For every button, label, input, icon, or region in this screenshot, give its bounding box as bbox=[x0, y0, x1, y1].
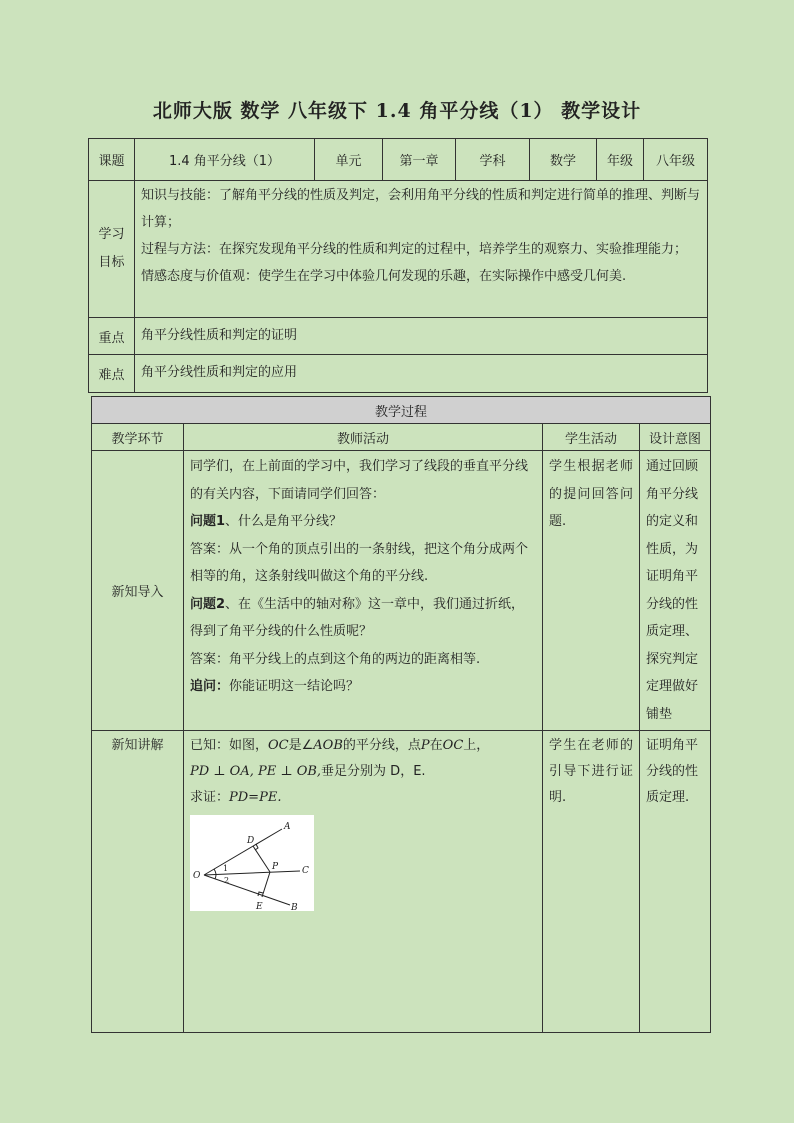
label-d: D bbox=[247, 836, 255, 846]
follow-up bbox=[190, 673, 536, 701]
grade-value: 八年级 bbox=[644, 139, 708, 181]
teacher-activity-explain bbox=[184, 731, 543, 1033]
angle-bisector-figure bbox=[190, 815, 314, 911]
question-1 bbox=[190, 508, 536, 536]
prove-label: 求证： bbox=[190, 790, 230, 805]
label-p: P bbox=[272, 862, 279, 872]
col-stage: 教学环节 bbox=[92, 424, 184, 451]
label-b: B bbox=[291, 903, 298, 911]
given-text: 是∠ bbox=[288, 738, 314, 753]
objective-item: 过程与方法：在探究发现角平分线的性质和判定的过程中，培养学生的观察力、实验推理能力； bbox=[141, 242, 688, 257]
ray-oc bbox=[204, 871, 300, 875]
follow-up-label: 追问： bbox=[190, 679, 230, 694]
var-oc: OC bbox=[442, 738, 464, 753]
segment-pe bbox=[262, 872, 270, 897]
answer-2: 答案：角平分线上的点到这个角的两边的距离相等. bbox=[190, 651, 481, 667]
course-label: 课题 bbox=[89, 139, 135, 181]
process-header: 教学过程 bbox=[92, 397, 711, 424]
given-text: 在 bbox=[429, 738, 443, 753]
question-2 bbox=[190, 591, 536, 646]
ray-ob bbox=[204, 875, 290, 905]
design-intent-intro: 通过回顾角平分线的定义和性质，为证明角平分线的性质定理、探究判定定理做好铺垫 bbox=[640, 451, 711, 731]
question-2-text: 、在《生活中的轴对称》这一章中，我们通过折纸，得到了角平分线的什么性质呢？ bbox=[190, 596, 525, 639]
objective-item: 情感态度与价值观：使学生在学习中体验几何发现的乐趣，在实际操作中感受几何美. bbox=[141, 269, 627, 284]
teaching-process-table bbox=[91, 396, 711, 1033]
objectives-label bbox=[89, 181, 135, 318]
label-angle-1: 1 bbox=[223, 864, 229, 873]
label-o: O bbox=[193, 871, 201, 881]
angle-arc-1 bbox=[214, 869, 216, 874]
angle-arc-2 bbox=[215, 875, 216, 879]
stage-explain: 新知讲解 bbox=[92, 731, 184, 1033]
course-info-table bbox=[88, 138, 708, 393]
unit-value: 第一章 bbox=[383, 139, 456, 181]
question-2-label: 问题2 bbox=[190, 596, 226, 612]
key-label: 重点 bbox=[89, 318, 135, 355]
col-student: 学生活动 bbox=[543, 424, 640, 451]
label-angle-2: 2 bbox=[224, 876, 230, 885]
label-c: C bbox=[302, 866, 309, 876]
page-title: 北师大版 数学 八年级下 1.4 角平分线（1） 教学设计 bbox=[152, 100, 642, 122]
objectives-cell bbox=[135, 181, 708, 318]
given-statement bbox=[190, 733, 536, 759]
follow-up-text: 你能证明这一结论吗？ bbox=[229, 679, 360, 694]
given-text: 上， bbox=[463, 738, 490, 753]
answer-1: 答案：从一个角的顶点引出的一条射线，把这个角分成两个相等的角，这条射线叫做这个角的平分线. bbox=[190, 541, 529, 584]
intro-text: 同学们，在上前面的学习中，我们学习了线段的垂直平分线的有关内容，下面请同学们回答： bbox=[190, 459, 529, 502]
student-activity-explain: 学生在老师的引导下进行证明. bbox=[543, 731, 640, 1033]
stage-intro: 新知导入 bbox=[92, 451, 184, 731]
question-1-text: 、什么是角平分线？ bbox=[225, 514, 343, 529]
prove-statement bbox=[190, 785, 536, 811]
var-p: P bbox=[420, 738, 430, 753]
col-teacher: 教师活动 bbox=[184, 424, 543, 451]
key-value: 角平分线性质和判定的证明 bbox=[135, 318, 708, 355]
student-activity-intro: 学生根据老师的提问回答问题. bbox=[543, 451, 640, 731]
objective-item: 知识与技能：了解角平分线的性质及判定，会利用角平分线的性质和判定进行简单的推理、判断与计算； bbox=[141, 188, 701, 230]
perpendicular-expr: PD ⊥ OA, PE ⊥ OB, bbox=[190, 764, 322, 779]
objectives-label-line1: 学习 bbox=[98, 227, 125, 242]
prove-expr: PD=PE. bbox=[229, 790, 282, 805]
given-text: 的平分线，点 bbox=[342, 738, 421, 753]
var-aob: AOB bbox=[313, 738, 343, 753]
difficulty-label: 难点 bbox=[89, 355, 135, 393]
label-a: A bbox=[284, 822, 291, 832]
var-oc: OC bbox=[268, 738, 289, 753]
label-e: E bbox=[256, 902, 263, 911]
foot-text: 垂足分别为 D，E. bbox=[321, 764, 426, 779]
grade-label: 年级 bbox=[597, 139, 644, 181]
unit-label: 单元 bbox=[315, 139, 383, 181]
teacher-activity-intro bbox=[184, 451, 543, 731]
given-text: 已知：如图， bbox=[190, 738, 269, 753]
question-1-label: 问题1 bbox=[190, 514, 226, 529]
perpendicular-statement bbox=[190, 759, 536, 785]
subject-label: 学科 bbox=[456, 139, 530, 181]
difficulty-value: 角平分线性质和判定的应用 bbox=[135, 355, 708, 393]
subject-value: 数学 bbox=[530, 139, 597, 181]
design-intent-explain: 证明角平分线的性质定理. bbox=[640, 731, 711, 1033]
course-value: 1.4 角平分线（1） bbox=[135, 139, 315, 181]
ray-oa bbox=[204, 829, 282, 875]
col-intent: 设计意图 bbox=[640, 424, 711, 451]
objectives-label-line2: 目标 bbox=[98, 255, 125, 270]
